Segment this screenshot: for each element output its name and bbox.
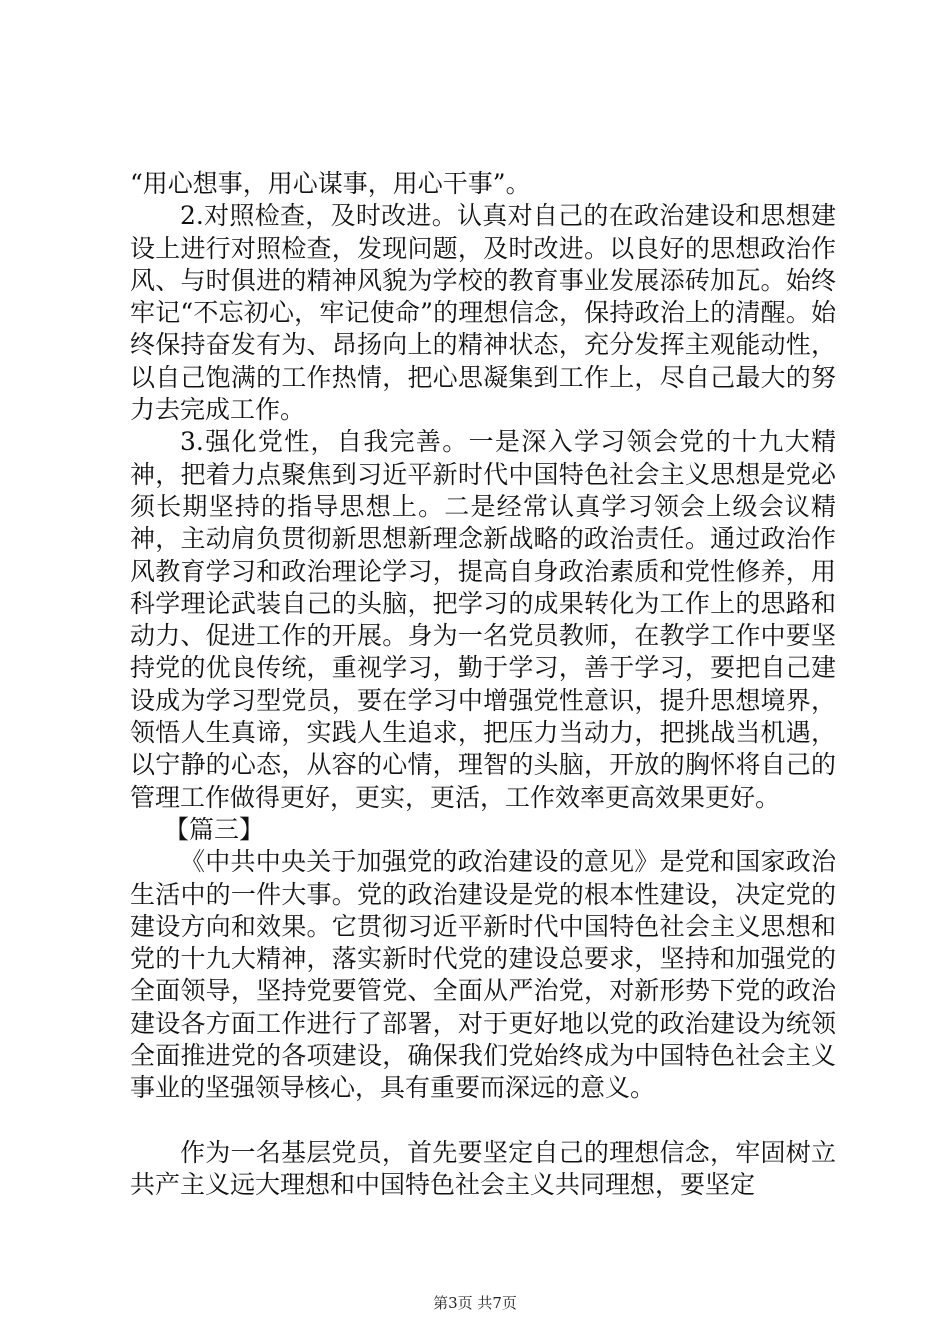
paragraph-item-2: 2.对照检查，及时改进。认真对自己的在政治建设和思想建设上进行对照检查，发现问题，及时改进。以良好的思想政治作风、与时俱进的精神风貌为学校的教育事业发展添砖加瓦。始终牢记“不忘初心，牢记使命”的理想信念，保持政治上的清醒。始终保持奋发有为、昂扬向上的精神状态，充分发挥主观能动性，以自己饱满的工作热情，把心思凝集到工作上，尽自己最大的努力去完成工作。 [130,201,836,425]
document-body [130,168,836,1201]
paragraph-continuation: “用心想事，用心谋事，用心干事”。 [130,169,531,198]
section-heading: 【篇三】 [164,814,265,844]
paragraph-party-member: 作为一名基层党员，首先要坚定自己的理想信念，牢固树立共产主义远大理想和中国特色社会主义共同理想，要坚定 [130,1137,836,1199]
page-number-footer: 第3页 共7页 [433,1294,517,1312]
paragraph-opinion: 《中共中央关于加强党的政治建设的意见》是党和国家政治生活中的一件大事。党的政治建设是党的根本性建设，决定党的建设方向和效果。它贯彻习近平新时代中国特色社会主义思想和党的十九大精神，落实新时代党的建设总要求，坚持和加强党的全面领导，坚持党要管党、全面从严治党，对新形势下党的政治建设各方面工作进行了部署，对于更好地以党的政治建设为统领全面推进党的各项建设，确保我们党始终成为中国特色社会主义事业的坚强领导核心，具有重要而深远的意义。 [130,847,836,1103]
paragraph-item-3: 3.强化党性，自我完善。一是深入学习领会党的十九大精神，把着力点聚焦到习近平新时代中国特色社会主义思想是党必须长期坚持的指导思想上。二是经常认真学习领会上级会议精神，主动肩负贯彻新思想新理念新战略的政治责任。通过政治作风教育学习和政治理论学习，提高自身政治素质和党性修养，用科学理论武装自己的头脑，把学习的成果转化为工作上的思路和动力、促进工作的开展。身为一名党员教师，在教学工作中要坚持党的优良传统，重视学习，勤于学习，善于学习，要把自己建设成为学习型党员，要在学习中增强党性意识，提升思想境界，领悟人生真谛，实践人生追求，把压力当动力，把挑战当机遇，以宁静的心态，从容的心情，理智的头脑，开放的胸怀将自己的管理工作做得更好，更实，更活，工作效率更高效果更好。 [130,427,836,812]
